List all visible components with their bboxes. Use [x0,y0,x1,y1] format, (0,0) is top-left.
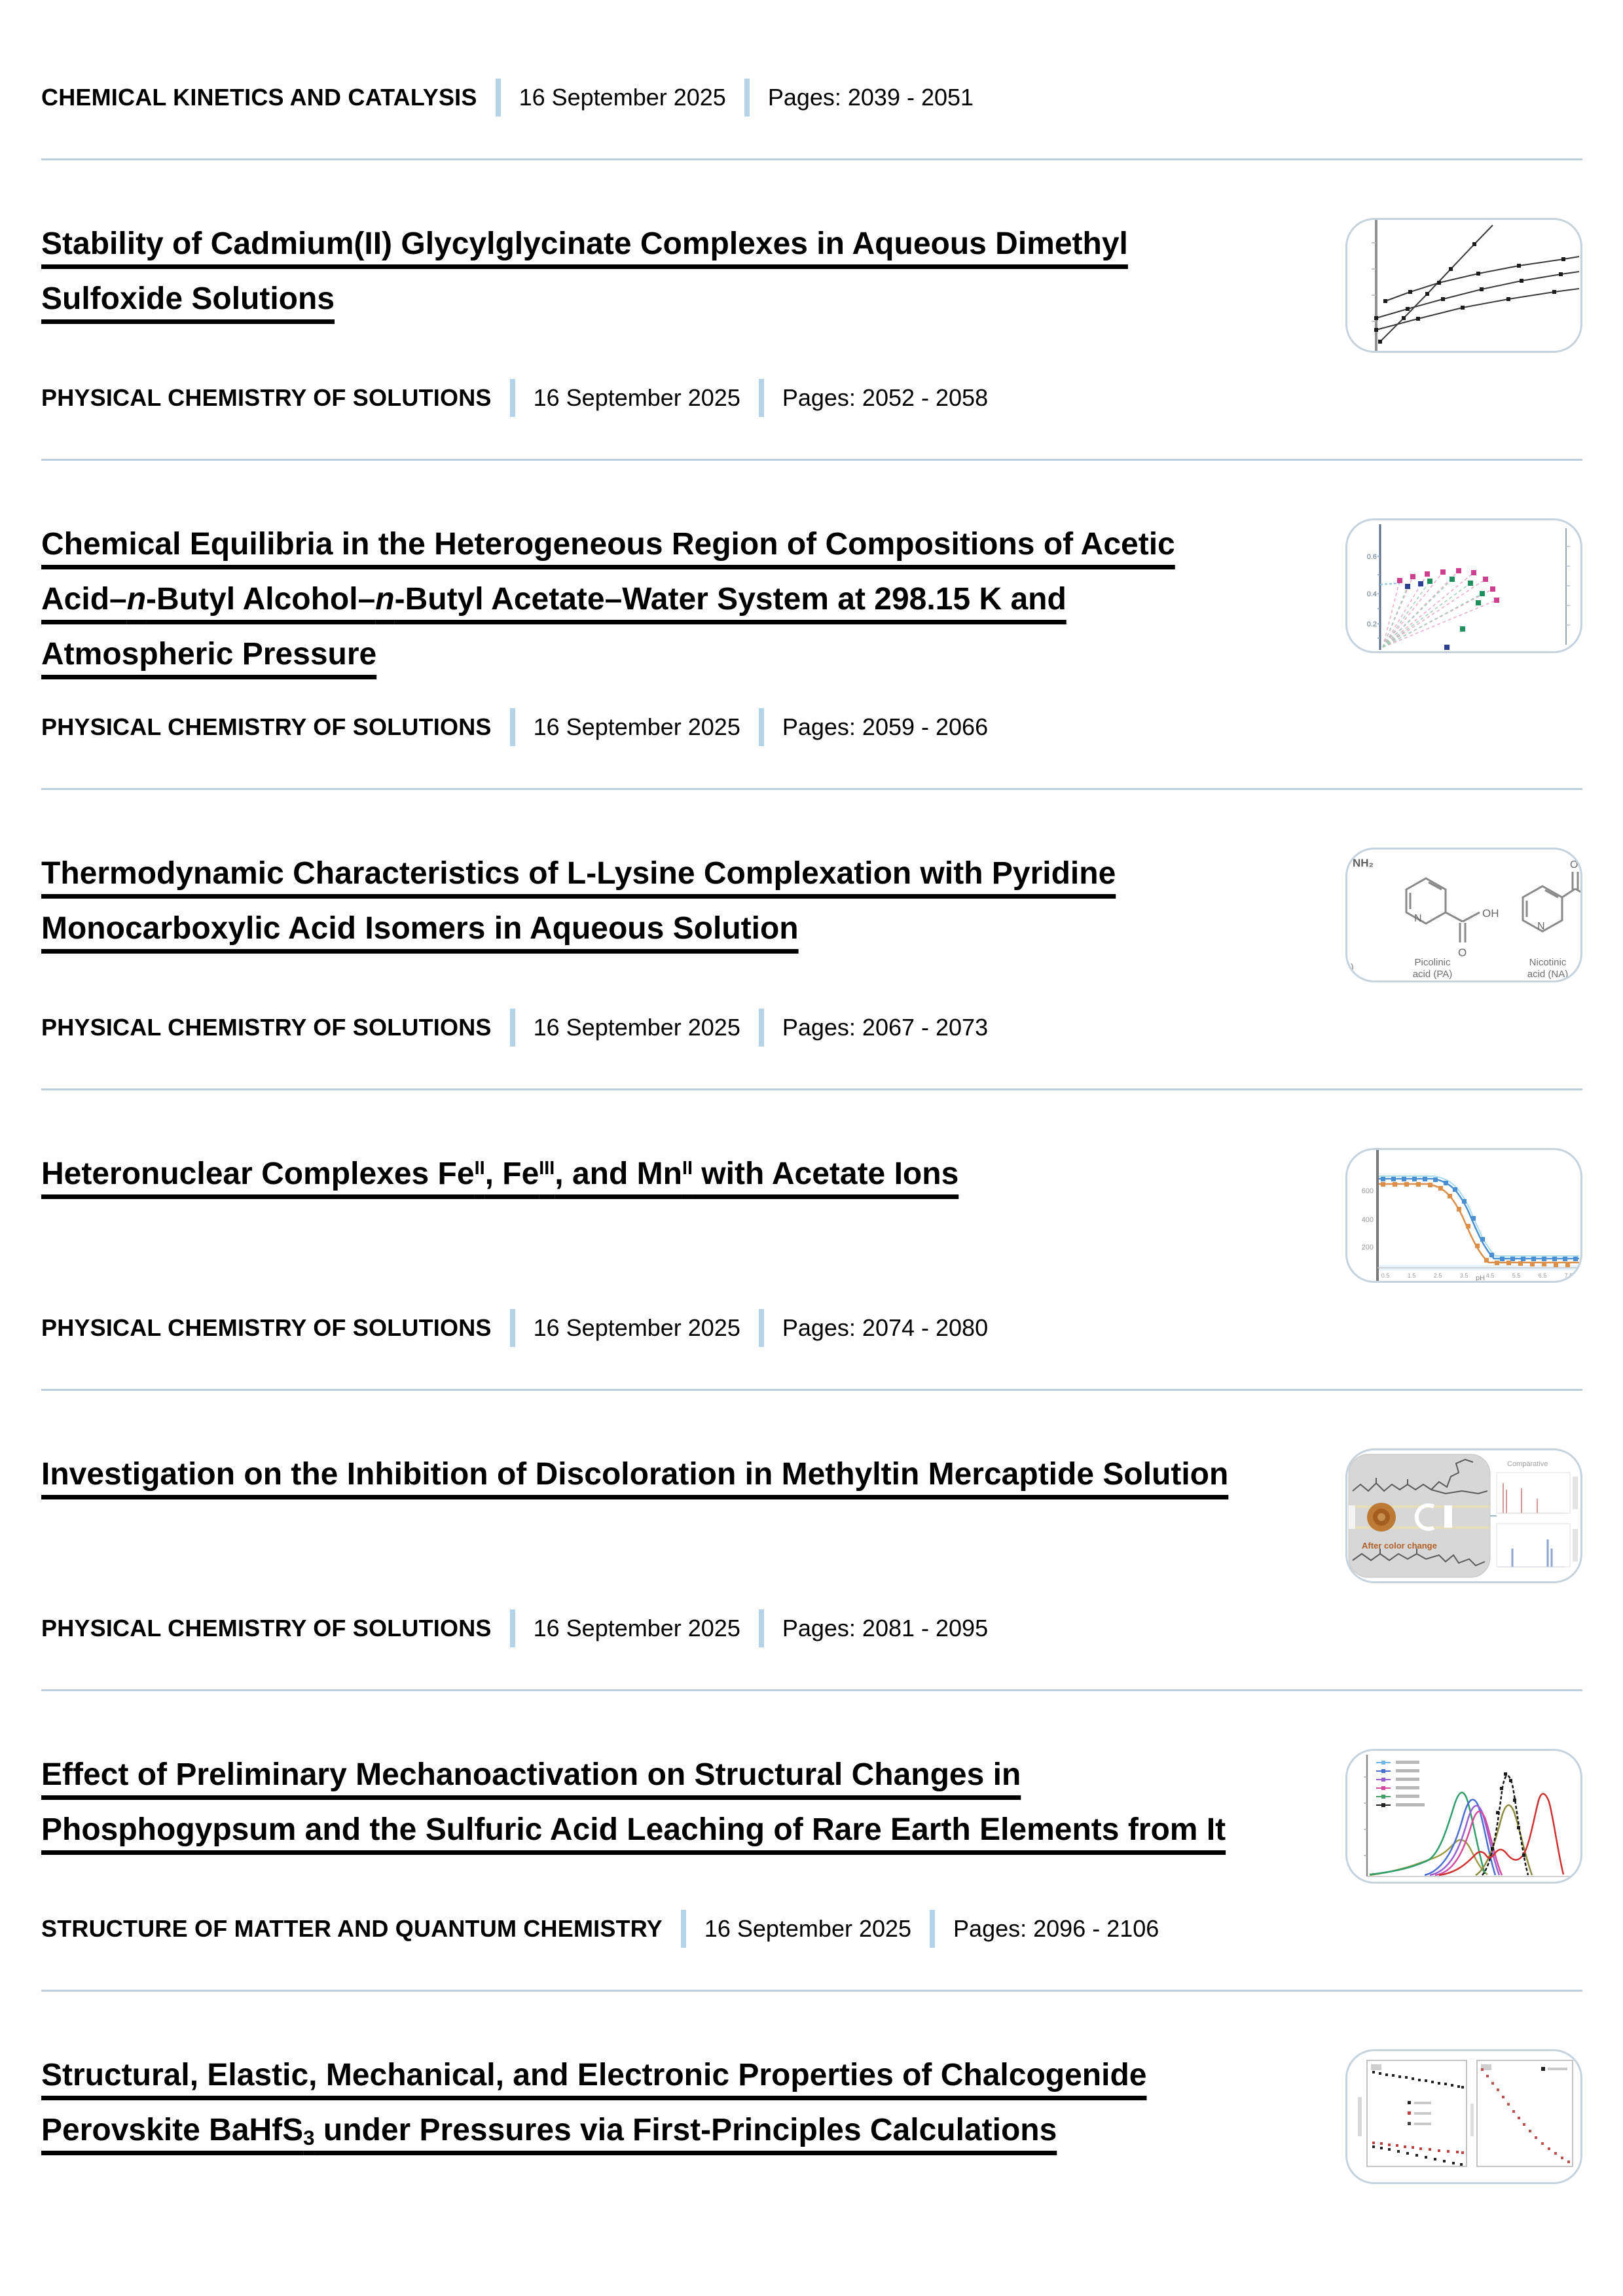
separator-bar [759,1609,764,1647]
orange-markers [1381,1182,1570,1267]
spectrum-frame-bottom [1497,1524,1570,1567]
article-entry [41,517,1582,746]
separator-bar [759,1309,764,1347]
article-title-link[interactable]: Thermodynamic Characteristics of L-Lysine Complexation with Pyridine Monocarboxylic Acid Isomers in Aqueous Solution [41,856,1116,946]
article-date: 16 September 2025 [533,384,740,411]
x-axis-label: pH [1476,1274,1486,1281]
panel-a-label [1371,2064,1381,2070]
svg-text:4.5: 4.5 [1486,1272,1495,1279]
article-pages: Pages: 2052 - 2058 [782,384,989,411]
left-y-axis-label [1358,2097,1362,2136]
article-thumbnail[interactable] [1345,518,1582,653]
blue-spectrum-peaks [1512,1539,1552,1567]
separator-bar [681,1910,686,1948]
right-panel-legend [1541,2067,1567,2071]
article-pages: Pages: 2067 - 2073 [782,1014,989,1041]
svg-text:0.6: 0.6 [1366,553,1377,561]
distribution-curves [1370,1776,1563,1875]
edge-notch [1349,1505,1355,1529]
article-pages: Pages: 2039 - 2051 [767,84,974,111]
nicotinic-caption-line2: acid (NA) [1527,969,1569,980]
left-top-series [1372,2071,1464,2089]
thumbnail-ph-sigmoid-chart [1347,1150,1580,1281]
article-thumbnail[interactable] [1345,848,1582,982]
separator-bar [496,79,501,117]
separator-bar [510,1309,515,1347]
section-divider [41,1088,1582,1090]
right-panel-frame [1477,2060,1573,2166]
article-category: PHYSICAL CHEMISTRY OF SOLUTIONS [41,1615,492,1641]
thumbnail-graphical-abstract [1347,1450,1580,1581]
thumbnail-phase-diagram [1347,520,1580,651]
svg-text:5.5: 5.5 [1512,1272,1521,1279]
svg-text:3.5: 3.5 [1459,1272,1468,1279]
article-category: PHYSICAL CHEMISTRY OF SOLUTIONS [41,713,492,740]
pink-markers [1397,568,1499,603]
article-meta [41,1309,1582,1347]
color-change-caption: After color change [1362,1541,1437,1551]
article-entry [41,217,1582,417]
legend [1376,1761,1425,1807]
black-curve-markers [1491,1772,1525,1857]
separator-bar [759,708,764,746]
article-category: PHYSICAL CHEMISTRY OF SOLUTIONS [41,1314,492,1341]
right-red-series [1481,2068,1570,2163]
article-meta [41,79,1582,117]
orange-curve [1379,1184,1579,1263]
article-entry [41,846,1582,1047]
article-pages: Pages: 2096 - 2106 [953,1915,1159,1942]
article-date: 16 September 2025 [533,1615,740,1641]
thumbnail-distribution-curves-chart [1347,1751,1580,1882]
separator-bar [510,708,515,746]
article-title-link[interactable]: Heteronuclear Complexes $Fe^{II}$, $Fe^{III}$, and $Mn^{II}$ with Acetate Ions [41,1157,959,1191]
article-entry [41,2048,1582,2184]
svg-text:0.5: 0.5 [1381,1272,1390,1279]
blue-markers [1381,1177,1578,1261]
article-entry [41,1147,1582,1347]
oh-group-label: OH [1482,907,1499,920]
article-entry [41,79,1582,117]
horizontal-guide [1380,583,1400,584]
nitrogen-atom: N [1537,921,1545,932]
section-divider [41,1389,1582,1391]
article-meta [41,379,1582,417]
separator-bar [510,1609,515,1647]
thumbnail-chemical-structures [1347,850,1580,980]
article-category: PHYSICAL CHEMISTRY OF SOLUTIONS [41,1014,492,1041]
right-y-axis-label [1470,2104,1474,2136]
article-meta [41,1009,1582,1047]
svg-text:600: 600 [1361,1187,1374,1195]
article-category: STRUCTURE OF MATTER AND QUANTUM CHEMISTRY [41,1915,663,1942]
article-date: 16 September 2025 [533,1314,740,1341]
nicotinic-carboxyl-bonds [1562,872,1580,897]
separator-bar [759,1009,764,1047]
article-pages: Pages: 2074 - 2080 [782,1314,989,1341]
red-spectrum-peaks [1503,1483,1537,1513]
svg-text:400: 400 [1361,1216,1374,1224]
left-bottom-black-series [1372,2145,1463,2166]
article-date: 16 September 2025 [533,713,740,740]
article-title-link[interactable]: Chemical Equilibria in the Heterogeneous Region of Compositions of Acetic Acid–n-Butyl Alcohol–n-Butyl Acetate–Water System at 298.15 K and Atmospheric Pressure [41,527,1175,672]
article-thumbnail[interactable] [1345,1749,1582,1884]
svg-text:7.5: 7.5 [1564,1272,1573,1279]
section-divider [41,158,1582,160]
article-thumbnail[interactable] [1345,218,1582,353]
article-date: 16 September 2025 [519,84,726,111]
nh2-label: NH₂ [1353,857,1374,869]
article-date: 16 September 2025 [704,1915,912,1942]
y-axis-tick-labels [1362,1187,1374,1251]
left-bottom-red-series [1372,2142,1464,2154]
right-edge-bars [1573,1477,1578,1562]
section-divider [41,1689,1582,1691]
comparative-header: Comparative [1507,1460,1548,1468]
stray-fragment: ) [1351,961,1354,972]
svg-text:200: 200 [1361,1244,1374,1251]
svg-text:0.4: 0.4 [1366,590,1377,598]
spectrum-frame-top [1497,1473,1570,1513]
picolinic-caption-line2: acid (PA) [1412,969,1453,980]
section-divider [41,459,1582,461]
section-divider [41,788,1582,790]
article-thumbnail[interactable] [1345,1148,1582,1283]
separator-bar [510,1009,515,1047]
article-title-link[interactable]: Structural, Elastic, Mechanical, and Electronic Properties of Chalcogenide Perovskite BaHfS3 under Pressures via First-Principles Calculations [41,2058,1147,2149]
article-title-link[interactable]: Effect of Preliminary Mechanoactivation on Structural Changes in Phosphogypsum and the Sulfuric Acid Leaching of Rare Earth Elements from It [41,1757,1226,1847]
article-pages: Pages: 2059 - 2066 [782,713,989,740]
picolinic-ring [1406,878,1446,924]
white-bar [1444,1505,1452,1528]
separator-bar [744,79,750,117]
chart-lines [1376,225,1579,342]
article-thumbnail[interactable] [1345,2049,1582,2184]
separator-bar [759,379,764,417]
nicotinic-caption-line1: Nicotinic [1529,957,1567,968]
article-meta [41,1609,1582,1647]
svg-text:6.5: 6.5 [1538,1272,1547,1279]
orange-particle [1367,1503,1396,1532]
thumbnail-pressure-properties-charts [1347,2051,1580,2182]
article-date: 16 September 2025 [533,1014,740,1041]
y-axis-tick-labels [1367,553,1377,628]
svg-text:2.5: 2.5 [1433,1272,1442,1279]
article-entry [41,1748,1582,1948]
article-title-link[interactable]: Stability of Cadmium(II) Glycylglycinate Complexes in Aqueous Dimethyl Sulfoxide Solutions [41,226,1128,316]
left-panel-legend [1408,2101,1431,2125]
article-pages: Pages: 2081 - 2095 [782,1615,989,1641]
section-divider [41,1990,1582,1992]
article-meta [41,708,1582,746]
article-thumbnail[interactable] [1345,1448,1582,1583]
separator-bar [510,379,515,417]
separator-bar [930,1910,935,1948]
svg-text:0.2: 0.2 [1366,620,1377,628]
nitrogen-atom: N [1414,913,1422,924]
article-meta [41,1910,1582,1948]
picolinic-carboxyl-bonds [1446,912,1480,942]
picolinic-caption-line1: Picolinic [1414,957,1451,968]
article-category: CHEMICAL KINETICS AND CATALYSIS [41,84,477,111]
thumbnail-stability-line-chart [1347,220,1580,351]
article-category: PHYSICAL CHEMISTRY OF SOLUTIONS [41,384,492,411]
svg-text:1.5: 1.5 [1407,1272,1416,1279]
oxygen-atom: O [1570,859,1578,870]
article-title-link[interactable]: Investigation on the Inhibition of Discoloration in Methyltin Mercaptide Solution [41,1457,1229,1492]
oxygen-atom: O [1458,946,1467,959]
article-entry [41,1447,1582,1647]
